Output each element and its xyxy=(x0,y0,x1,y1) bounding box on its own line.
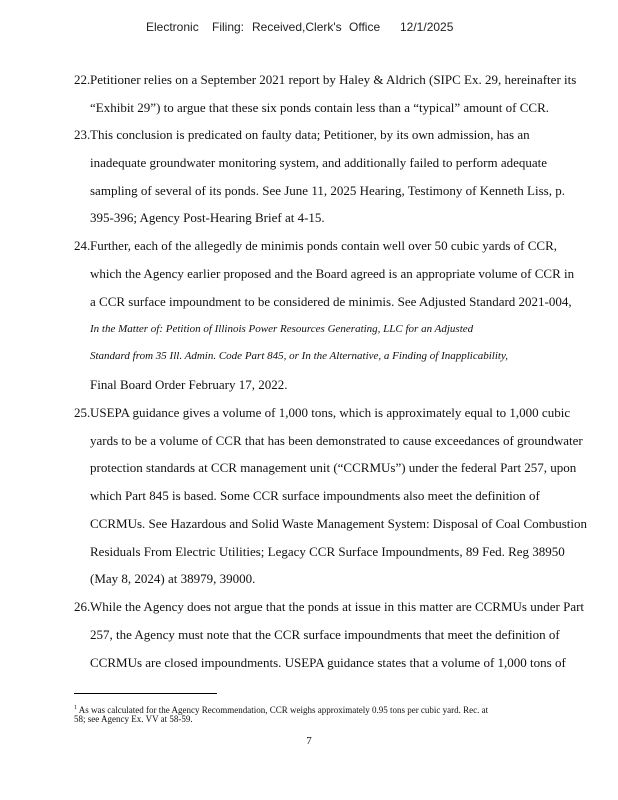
paragraph-line: (May 8, 2024) at 38979, 39000. xyxy=(90,571,256,586)
paragraph-line: This conclusion is predicated on faulty data; Petitioner, by its own admission, has an xyxy=(90,127,530,142)
paragraph-line: While the Agency does not argue that the ponds at issue in this matter are CCRMUs under Part xyxy=(90,599,585,614)
paragraph-line: protection standards at CCR management unit (“CCRMUs”) under the federal Part 257, upon xyxy=(90,460,577,475)
paragraph-line: “Exhibit 29”) to argue that these six ponds contain less than a “typical” amount of CCR. xyxy=(90,100,549,115)
citation-line: In the Matter of: Petition of Illinois Power Resources Generating, LLC for an Adjusted xyxy=(90,323,474,335)
paragraph-line: USEPA guidance gives a volume of 1,000 tons, which is approximately equal to 1,000 cubic xyxy=(90,405,571,420)
paragraph-number: 25. xyxy=(74,405,91,420)
paragraph-line: CCRMUs. See Hazardous and Solid Waste Management System: Disposal of Coal Combustion xyxy=(90,516,588,531)
footnote-divider xyxy=(74,693,217,694)
citation-line: Standard from 35 Ill. Admin. Code Part 845, or In the Alternative, a Finding of Inapplicability, xyxy=(90,350,508,362)
paragraph-line: CCRMUs are closed impoundments. USEPA guidance states that a volume of 1,000 tons of xyxy=(90,655,566,670)
paragraph-line: Further, each of the allegedly de minimis ponds contain well over 50 cubic yards of CCR, xyxy=(90,238,558,253)
header-date: 12/1/2025 xyxy=(400,20,454,34)
paragraph-line: which Part 845 is based. Some CCR surface impoundments also meet the definition of xyxy=(90,488,540,503)
paragraph-number: 26. xyxy=(74,599,91,614)
paragraph-number: 24. xyxy=(74,238,91,253)
footnote-text: As was calculated for the Agency Recommendation, CCR weighs approximately 0.95 tons per cubic yard. Rec. at xyxy=(78,705,489,715)
paragraph-line: a CCR surface impoundment to be considered de minimis. See Adjusted Standard 2021-004, xyxy=(90,294,572,309)
header-office: Office xyxy=(349,20,381,34)
paragraph-line: Final Board Order February 17, 2022. xyxy=(90,377,288,392)
paragraph-number: 22. xyxy=(74,72,91,87)
page-number: 7 xyxy=(306,735,312,747)
footnote-line: 58; see Agency Ex. VV at 58-59. xyxy=(74,714,193,724)
paragraph-line: 395-396; Agency Post-Hearing Brief at 4-15. xyxy=(90,210,325,225)
header-received: Received,Clerk's xyxy=(252,20,342,34)
filing-header xyxy=(146,20,453,34)
header-electronic: Electronic xyxy=(146,20,199,34)
paragraph-line: 257, the Agency must note that the CCR surface impoundments that meet the definition of xyxy=(90,627,560,642)
paragraph-line: Petitioner relies on a September 2021 report by Haley & Aldrich (SIPC Ex. 29, hereinafter its xyxy=(90,72,577,87)
paragraph-number: 23. xyxy=(74,127,91,142)
paragraph-line: which the Agency earlier proposed and the Board agreed is an appropriate volume of CCR in xyxy=(90,266,575,281)
header-filing: Filing: xyxy=(212,20,245,34)
paragraph-line: Residuals From Electric Utilities; Legacy CCR Surface Impoundments, 89 Fed. Reg 38950 xyxy=(90,544,565,559)
paragraph-line: sampling of several of its ponds. See June 11, 2025 Hearing, Testimony of Kenneth Liss, p. xyxy=(90,183,565,198)
paragraph-line: yards to be a volume of CCR that has been demonstrated to cause exceedances of groundwater xyxy=(90,433,583,448)
paragraph-line: inadequate groundwater monitoring system, and additionally failed to perform adequate xyxy=(90,155,548,170)
footnote-marker: 1 xyxy=(74,705,77,711)
